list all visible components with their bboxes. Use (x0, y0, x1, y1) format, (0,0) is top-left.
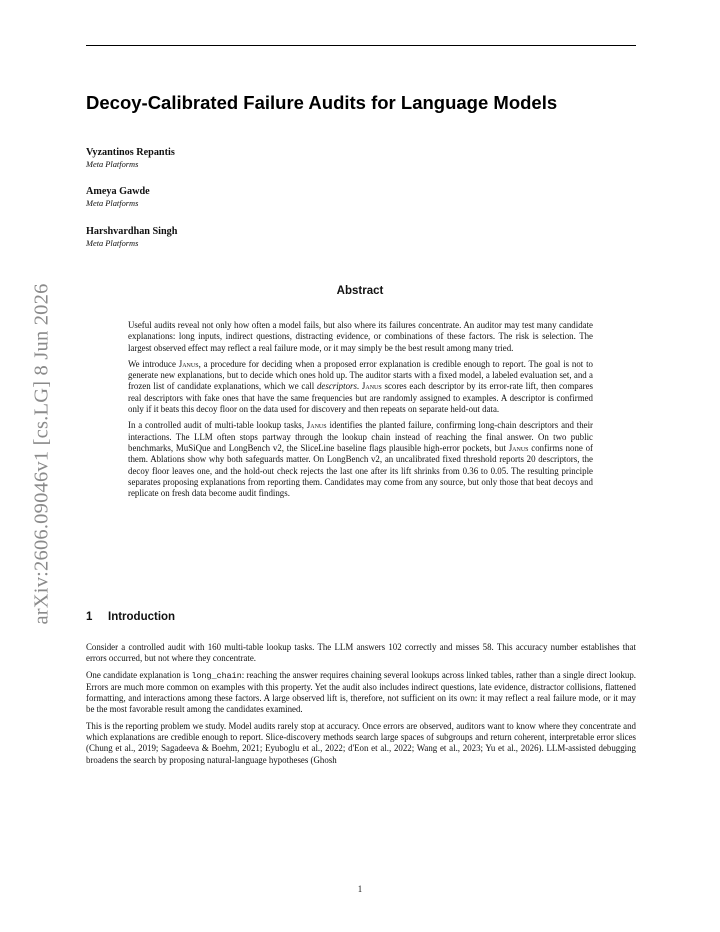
method-name: Janus (361, 381, 382, 392)
text-run: : reaching the answer requires chaining several lookups across linked tables, rather than a single direct lookup. Errors are much more common on examples with this property. Yet the audit also includes indirect questions, late evidence, distractor collisions, flattened formatting, and interactions among these factors. A large observed lift is, therefore, not sufficient on its own: it may reflect a real failure mode, or it may be the most favorable result among the candidates examined. (86, 669, 637, 715)
text-run: , a procedure for deciding when a proposed error explanation is credible enough to report. The goal is not to generate new explanations, but to decide which ones hold up. The auditor starts with a fixed model, a labeled evaluation set, and a frozen list of candidate explanations, which we call (128, 358, 593, 392)
body-paragraph (86, 670, 636, 716)
author-block (86, 147, 175, 170)
introduction-body (86, 642, 636, 771)
author-affiliation: Meta Platforms (86, 239, 139, 248)
text-run: One candidate explanation is (86, 669, 192, 680)
author-name: Ameya Gawde (86, 186, 150, 197)
abstract-paragraph (128, 359, 593, 415)
inline-code: long_chain (191, 670, 242, 681)
method-name: Janus (178, 358, 199, 369)
method-name: Janus (508, 442, 529, 453)
text-run: In a controlled audit of multi-table lookup tasks, (128, 420, 307, 431)
author-affiliation: Meta Platforms (86, 160, 139, 169)
method-name: Janus (306, 420, 327, 431)
abstract-paragraph: Useful audits reveal not only how often a model fails, but also where its failures concentrate. An auditor may test many candidate explanations: long inputs, indirect questions, distracting evidence, or combinations of these factors. The risk is selection. The largest observed effect may reflect a real failure mode, or it may simply be the best result among many tried. (128, 320, 593, 353)
body-paragraph: This is the reporting problem we study. Model audits rarely stop at accuracy. Once errors are observed, auditors want to know where they concentrate and which explanations are credible enough to report. Slice-discovery methods search large spaces of subgroups and return coherent, interpretable error slices (Chung et al., 2019; Sagadeeva & Boehm, 2021; Eyuboglu et al., 2022; d'Eon et al., 2022; Wang et al., 2023; Yu et al., 2026). LLM-assisted debugging broadens the search by proposing natural-language hypotheses (Ghosh (86, 720, 636, 765)
abstract (128, 320, 593, 504)
arxiv-identifier: arXiv:2606.09046v1 [cs.LG] 8 Jun 2026 (30, 283, 53, 625)
text-run: . (356, 381, 362, 392)
author-block (86, 186, 150, 209)
text-run: identifies the planted failure, confirming long-chain descriptors and their interactions. The LLM often stops partway through the lookup chain instead of reaching the final answer. On two public benchmarks, MuSiQue and LongBench v2, the SliceLine baseline flags plausible high-error pockets, but (128, 420, 593, 453)
body-paragraph: Consider a controlled audit with 160 multi-table lookup tasks. The LLM answers 102 correctly and misses 58. This accuracy number establishes that errors occurred, but not where they concentrate. (86, 642, 636, 664)
page-number: 1 (357, 884, 363, 894)
abstract-paragraph (128, 420, 593, 499)
author-affiliation: Meta Platforms (86, 199, 139, 208)
paper-title: Decoy-Calibrated Failure Audits for Language Models (86, 92, 558, 113)
text-run: We introduce (128, 358, 179, 369)
section-number: 1 (86, 611, 93, 623)
author-name: Harshvardhan Singh (86, 226, 178, 237)
section-title: Introduction (108, 611, 176, 623)
abstract-heading: Abstract (336, 285, 384, 297)
emphasis: descriptors (316, 381, 357, 392)
author-block (86, 226, 177, 249)
text-run: scores each descriptor by its error-rate lift, then compares real descriptors with fake ones that have the same frequencies but are randomly assigned to examples. A descriptor is confirmed only if it beats this decoy floor on the data used for discovery and then repeats on separate held-out data. (128, 381, 593, 415)
text-run: confirms none of them. Ablations show why both safeguards matter. On LongBench v2, an uncalibrated fixed threshold reports 20 descriptors, the decoy floor leaves one, and the hold-out check rejects the last one after its lift shrinks from 0.36 to 0.05. The resulting principle separates proposing explanations from reporting them. Candidates may come from any source, but only those that beat decoys and replicate on fresh data become audit findings. (128, 442, 593, 499)
top-rule (86, 45, 636, 46)
section-heading (86, 611, 175, 623)
author-name: Vyzantinos Repantis (86, 147, 175, 158)
